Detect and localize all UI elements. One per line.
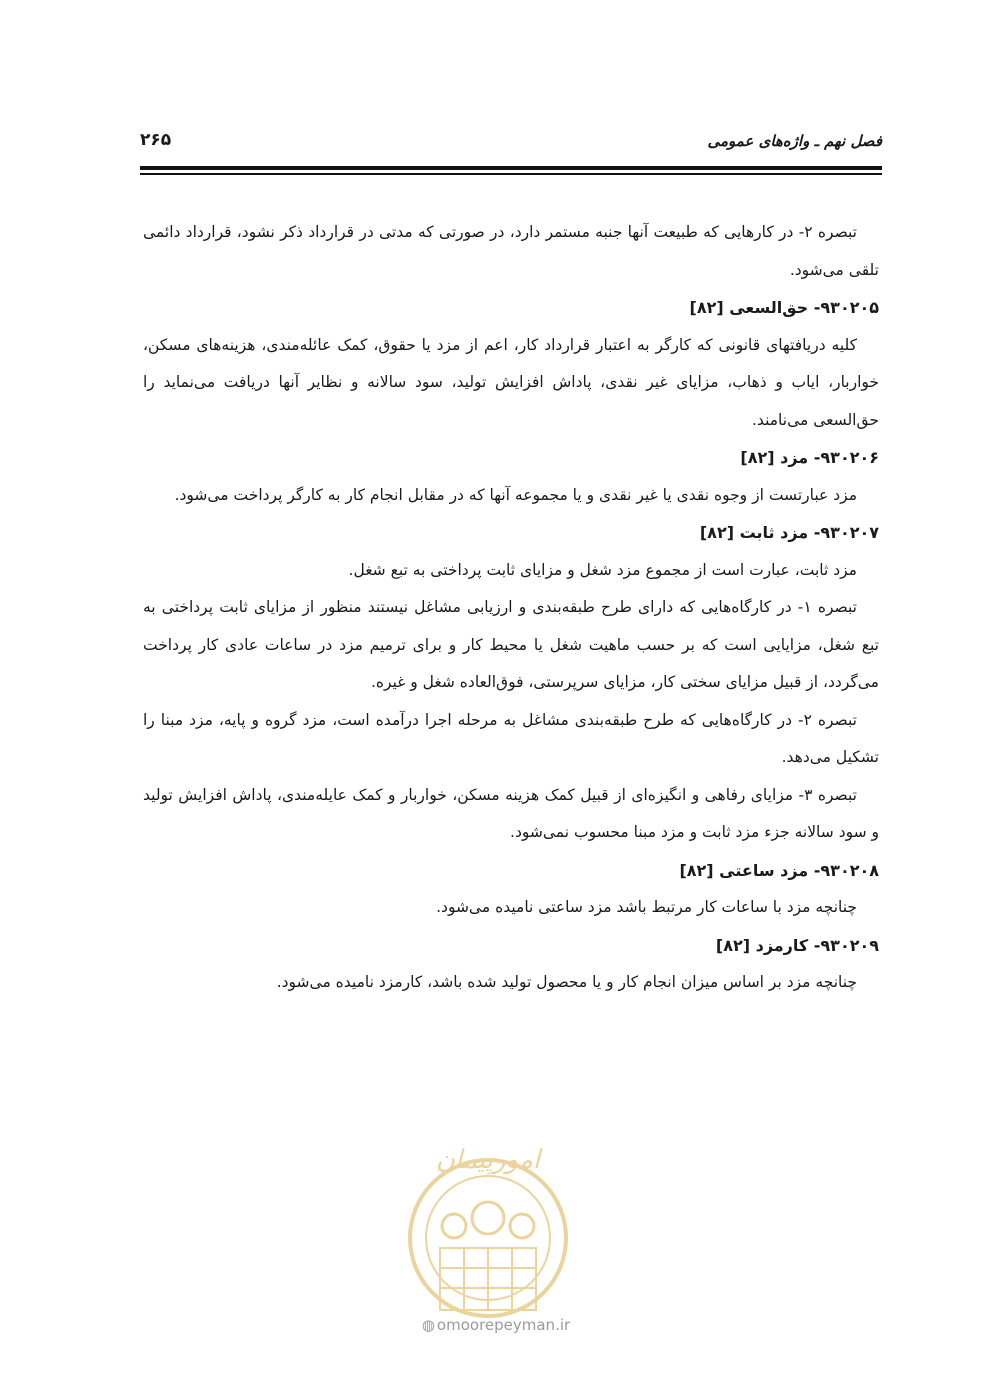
heading-930205: ۹۳۰۲۰۵- حق‌السعی [۸۲]: [689, 298, 879, 317]
watermark-logo-text: امورپیمان: [435, 1145, 541, 1175]
heading-930209: ۹۳۰۲۰۹- کارمزد [۸۲]: [715, 935, 879, 955]
paragraph-note-3: تبصره ۳- مزایای رفاهی و انگیزه‌ای از قبیل کمک هزینه مسکن، خواربار و کمک عایله‌مندی، پاداش افزایش تولید و سود سالانه جزء مزد ثابت و مزد مبنا محسوب نمی‌شود.: [143, 785, 879, 841]
heading-930208: ۹۳۰۲۰۸- مزد ساعتی [۸۲]: [679, 860, 879, 880]
watermark-site: [0, 1316, 992, 1334]
paragraph-piece-rate: چنانچه مزد بر اساس میزان انجام کار و یا محصول تولید شده باشد، کارمزد نامیده می‌شود.: [276, 973, 857, 991]
body-text: [143, 214, 879, 1002]
heading-930206: ۹۳۰۲۰۶- مزد [۸۲]: [740, 448, 879, 467]
page-number: ۲۶۵: [140, 130, 172, 150]
watermark-logo-icon: [388, 1128, 588, 1348]
heading-930207: ۹۳۰۲۰۷- مزد ثابت [۸۲]: [699, 523, 879, 542]
paragraph-note-1: تبصره ۱- در کارگاه‌هایی که دارای طرح طبقه‌بندی و ارزیابی مشاغل نیستند منظور از مزایای ثابت پرداختی به تبع شغل، مزایایی است که بر حسب ماهیت شغل یا محیط کار و برای ترمیم مزد در ساعات عادی کار پرداخت می‌گردد، از قبیل مزایای سختی کار، مزایای سرپرستی، فوق‌العاده شغل و غیره.: [143, 598, 879, 691]
chapter-title: فصل نهم ـ واژه‌های عمومی: [707, 132, 882, 150]
header-rule-thin: [140, 173, 882, 175]
paragraph-note-2: تبصره ۲- در کارگاه‌هایی که طرح طبقه‌بندی مشاغل به مرحله اجرا درآمده است، مزد گروه و پایه، مزد مبنا را تشکیل می‌دهد.: [143, 710, 879, 766]
paragraph-wage: مزد عبارتست از وجوه نقدی یا غیر نقدی و یا مجموعه آنها که در مقابل انجام کار به کارگر پرداخت می‌شود.: [174, 485, 857, 504]
globe-icon: ◍: [421, 1316, 435, 1334]
header-rule-thick: [140, 166, 882, 170]
paragraph-fixed-wage: مزد ثابت، عبارت است از مجموع مزد شغل و مزایای ثابت پرداختی به تبع شغل.: [348, 560, 857, 579]
paragraph-hourly-wage: چنانچه مزد با ساعات کار مرتبط باشد مزد ساعتی نامیده می‌شود.: [436, 898, 857, 916]
page-header: [140, 128, 882, 158]
watermark-site-text: omoorepeyman.ir: [436, 1316, 571, 1334]
paragraph-haq-al-saee: کلیه دریافتهای قانونی که کارگر به اعتبار قرارداد کار، اعم از مزد یا حقوق، کمک عائله‌مندی، هزینه‌های مسکن، خواربار، ایاب و ذهاب، مزایای غیر نقدی، پاداش افزایش تولید، سود سالانه و نظایر آنها دریافت می‌نماید را حق‌السعی می‌نامند.: [143, 335, 879, 429]
paragraph-note-2-permanent-contract: تبصره ۲- در کارهایی که طبیعت آنها جنبه مستمر دارد، در صورتی که مدتی در قرارداد ذکر نشود، قرارداد دائمی تلقی می‌شود.: [143, 223, 879, 279]
